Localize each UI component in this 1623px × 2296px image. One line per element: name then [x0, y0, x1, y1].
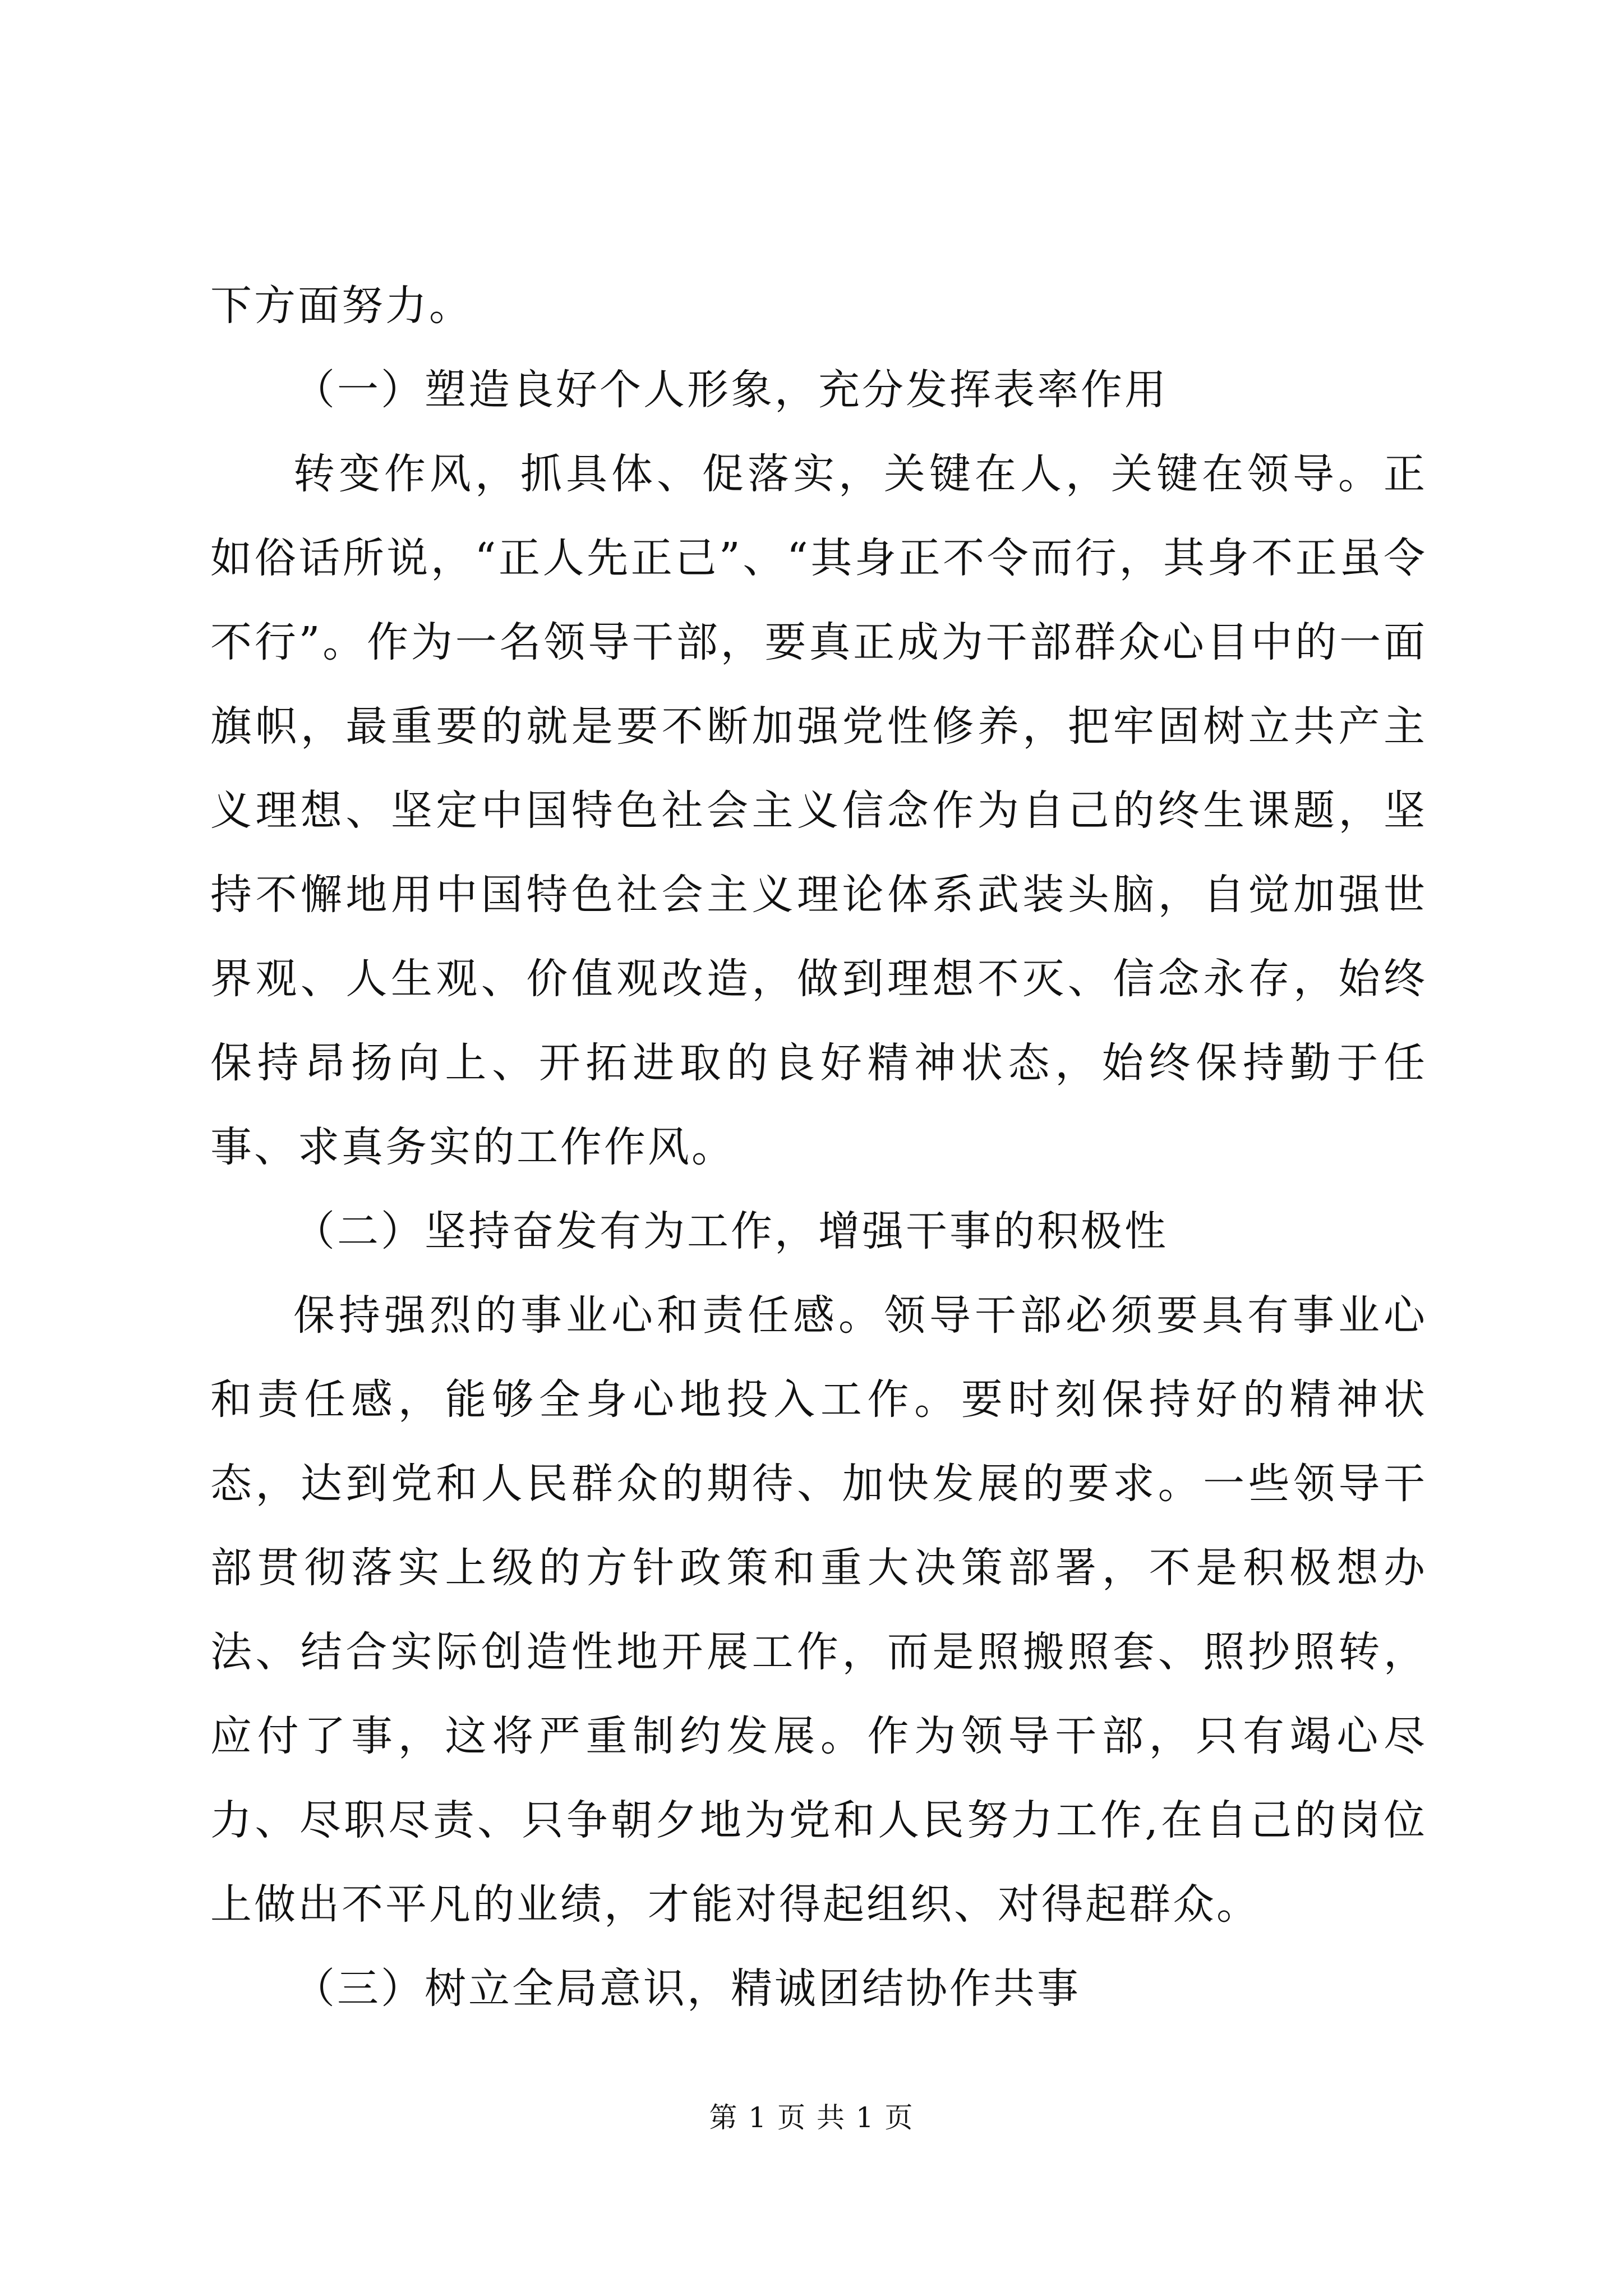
page-footer: [0, 2098, 1623, 2137]
section-heading-1: （一）塑造良好个人形象，充分发挥表率作用: [293, 366, 1168, 414]
section-2-paragraph: 保持强烈的事业心和责任感。领导干部必须要具有事业心和责任感，能够全身心地投入工作。要时刻保持好的精神状态，达到党和人民群众的期待、加快发展的要求。一些领导干部贯彻落实上级的方针政策和重大决策部署，不是积极想办法、结合实际创造性地开展工作，而是照搬照套、照抄照转，应付了事，这将严重制约发展。作为领导干部，只有竭心尽力、尽职尽责、只争朝夕地为党和人民努力工作,在自己的岗位上做出不平凡的业绩，才能对得起组织、对得起群众。: [210, 1291, 1427, 1929]
section-1-paragraph: 转变作风，抓具体、促落实，关键在人，关键在领导。正如俗话所说，“正人先正己”、“其身正不令而行，其身不正虽令不行”。作为一名领导干部，要真正成为干部群众心目中的一面旗帜，最重要的就是要不断加强党性修养，把牢固树立共产主义理想、坚定中国特色社会主义信念作为自己的终生课题，坚持不懈地用中国特色社会主义理论体系武装头脑，自觉加强世界观、人生观、价值观改造，做到理想不灭、信念永存，始终保持昂扬向上、开拓进取的良好精神状态，始终保持勤于任事、求真务实的工作作风。: [210, 450, 1427, 1171]
document-body: [210, 264, 1427, 2031]
section-heading-3: （三）树立全局意识，精诚团结协作共事: [293, 1964, 1081, 2013]
page-number-label: 第 1 页 共 1 页: [709, 2101, 914, 2134]
section-heading-2: （二）坚持奋发有为工作，增强干事的积极性: [293, 1207, 1168, 1255]
continuation-paragraph: 下方面努力。: [210, 282, 473, 330]
